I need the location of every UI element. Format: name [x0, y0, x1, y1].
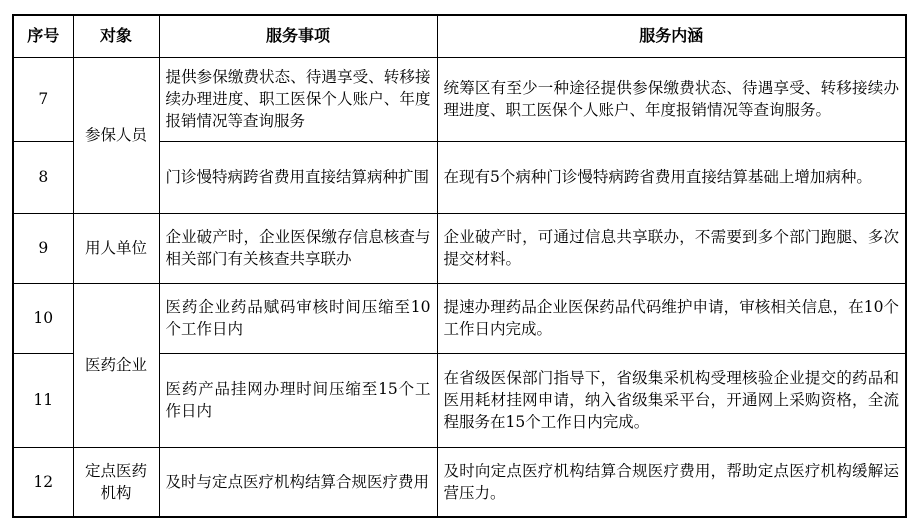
table-row	[13, 447, 906, 517]
header-item: 服务事项	[159, 15, 437, 57]
service-item: 提供参保缴费状态、待遇享受、转移接续办理进度、职工医保个人账户、年度报销情况等查询服务	[159, 57, 437, 141]
object-cell: 医药企业	[73, 283, 159, 447]
service-content: 统筹区有至少一种途径提供参保缴费状态、待遇享受、转移接续办理进度、职工医保个人账户、年度报销情况等查询服务。	[437, 57, 906, 141]
service-content: 企业破产时，可通过信息共享联办，不需要到多个部门跑腿、多次提交材料。	[437, 213, 906, 283]
service-content: 及时向定点医疗机构结算合规医疗费用，帮助定点医疗机构缓解运营压力。	[437, 447, 906, 517]
service-content: 在现有5个病种门诊慢特病跨省费用直接结算基础上增加病种。	[437, 141, 906, 213]
service-content: 提速办理药品企业医保药品代码维护申请，审核相关信息，在10个工作日内完成。	[437, 283, 906, 353]
service-item: 门诊慢特病跨省费用直接结算病种扩围	[159, 141, 437, 213]
row-number: 9	[13, 213, 73, 283]
table-row	[13, 57, 906, 141]
service-content: 在省级医保部门指导下，省级集采机构受理核验企业提交的药品和医用耗材挂网申请，纳入省级集采平台，开通网上采购资格，全流程服务在15个工作日内完成。	[437, 353, 906, 447]
row-number: 8	[13, 141, 73, 213]
header-no: 序号	[13, 15, 73, 57]
row-number: 11	[13, 353, 73, 447]
header-row	[13, 15, 906, 57]
row-number: 7	[13, 57, 73, 141]
service-item: 医药产品挂网办理时间压缩至15个工作日内	[159, 353, 437, 447]
row-number: 10	[13, 283, 73, 353]
table-row	[13, 213, 906, 283]
table-row	[13, 283, 906, 353]
object-cell: 定点医药机构	[73, 447, 159, 517]
object-cell: 用人单位	[73, 213, 159, 283]
service-item: 企业破产时，企业医保缴存信息核查与相关部门有关核查共享联办	[159, 213, 437, 283]
service-item: 及时与定点医疗机构结算合规医疗费用	[159, 447, 437, 517]
service-item: 医药企业药品赋码审核时间压缩至10个工作日内	[159, 283, 437, 353]
object-cell: 参保人员	[73, 57, 159, 213]
row-number: 12	[13, 447, 73, 517]
service-table	[12, 14, 907, 518]
header-object: 对象	[73, 15, 159, 57]
header-content: 服务内涵	[437, 15, 906, 57]
